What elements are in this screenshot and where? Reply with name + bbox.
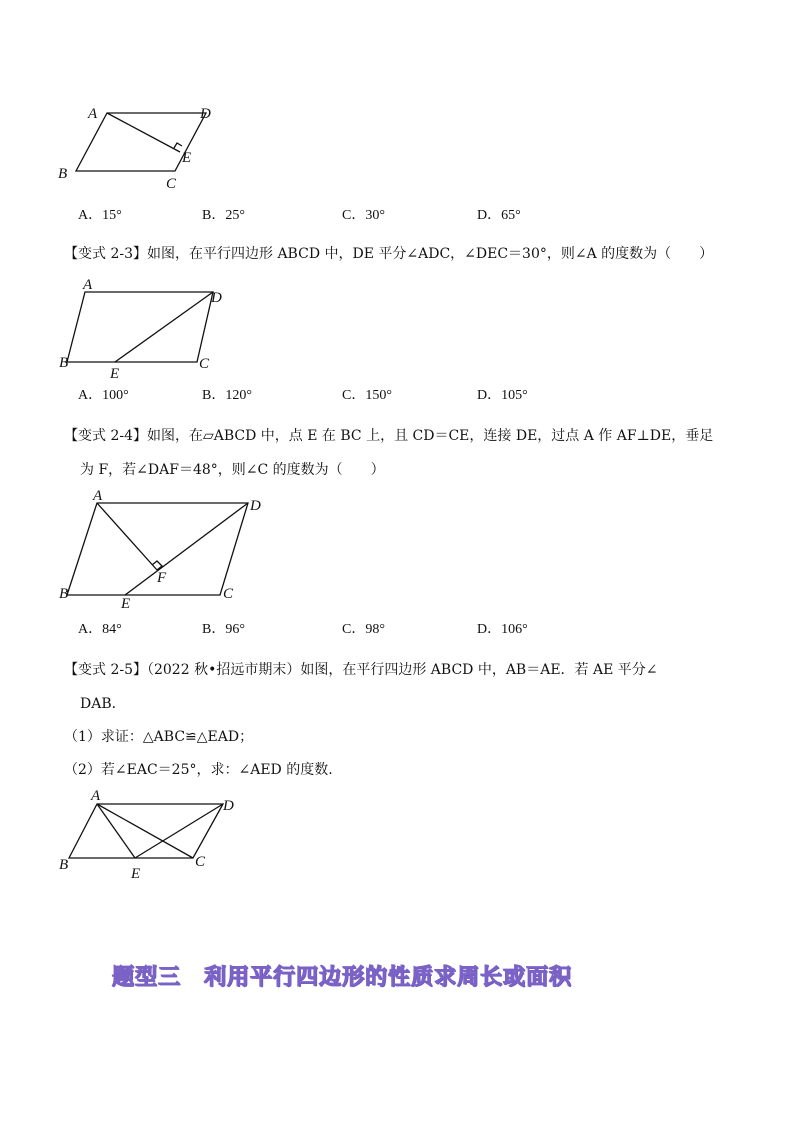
q24-question-line2: 为 F，若∠DAF＝48°，则∠C 的度数为（ ） (80, 462, 385, 478)
svg-text:E: E (182, 150, 192, 166)
svg-text:A: A (91, 790, 101, 804)
svg-text:C: C (223, 586, 234, 602)
q25-part2: （2）若∠EAC＝25°，求：∠AED 的度数. (64, 762, 333, 778)
q25-question-line1: 【变式 2-5】（2022 秋•招远市期末）如图，在平行四边形 ABCD 中，AB＝AE．若 AE 平分∠ (64, 662, 658, 678)
q1-option-d[interactable]: D．65° (477, 208, 521, 223)
svg-text:D: D (211, 290, 222, 306)
q24-option-d[interactable]: D．106° (477, 622, 528, 637)
svg-text:E: E (131, 866, 141, 882)
svg-text:C: C (199, 356, 210, 372)
q23-option-d[interactable]: D．105° (477, 388, 528, 403)
svg-text:A: A (93, 488, 103, 504)
q25-part1: （1）求证：△ABC≌△EAD； (64, 729, 254, 745)
figure-parallelogram-abcd-e (50, 98, 230, 188)
q23-question-text: 【变式 2-3】如图，在平行四边形 ABCD 中，DE 平分∠ADC，∠DEC＝30°，则∠A 的度数为（ ） (64, 246, 714, 262)
svg-text:E: E (110, 366, 120, 382)
figure-q23-parallelogram (55, 272, 235, 382)
svg-text:B: B (59, 355, 69, 371)
section-heading: 题型三 利用平行四边形的性质求周长或面积 (112, 965, 573, 990)
figure-q24-parallelogram (55, 486, 275, 612)
svg-text:C: C (195, 854, 206, 870)
q1-option-a[interactable]: A．15° (78, 208, 122, 223)
svg-text:B: B (59, 857, 69, 873)
q24-option-c[interactable]: C．98° (342, 622, 385, 637)
svg-text:D: D (250, 498, 261, 514)
svg-text:C: C (166, 176, 177, 188)
q23-option-c[interactable]: C．150° (342, 388, 392, 403)
q24-question-line1: 【变式 2-4】如图，在▱ABCD 中，点 E 在 BC 上，且 CD＝CE，连接 DE，过点 A 作 AF⊥DE，垂足 (64, 428, 714, 444)
svg-text:D: D (200, 106, 211, 122)
svg-text:B: B (59, 586, 69, 602)
q25-question-line2: DAB． (80, 696, 126, 712)
svg-text:A: A (83, 277, 93, 293)
figure-q25-parallelogram (55, 790, 245, 886)
svg-text:D: D (223, 798, 234, 814)
q24-option-a[interactable]: A．84° (78, 622, 122, 637)
q1-option-b[interactable]: B．25° (202, 208, 245, 223)
q23-option-a[interactable]: A．100° (78, 388, 129, 403)
svg-text:B: B (58, 166, 68, 182)
svg-text:F: F (157, 570, 167, 586)
q1-option-c[interactable]: C．30° (342, 208, 385, 223)
q24-option-b[interactable]: B．96° (202, 622, 245, 637)
svg-text:A: A (88, 106, 98, 122)
svg-text:E: E (121, 596, 131, 612)
q23-option-b[interactable]: B．120° (202, 388, 252, 403)
